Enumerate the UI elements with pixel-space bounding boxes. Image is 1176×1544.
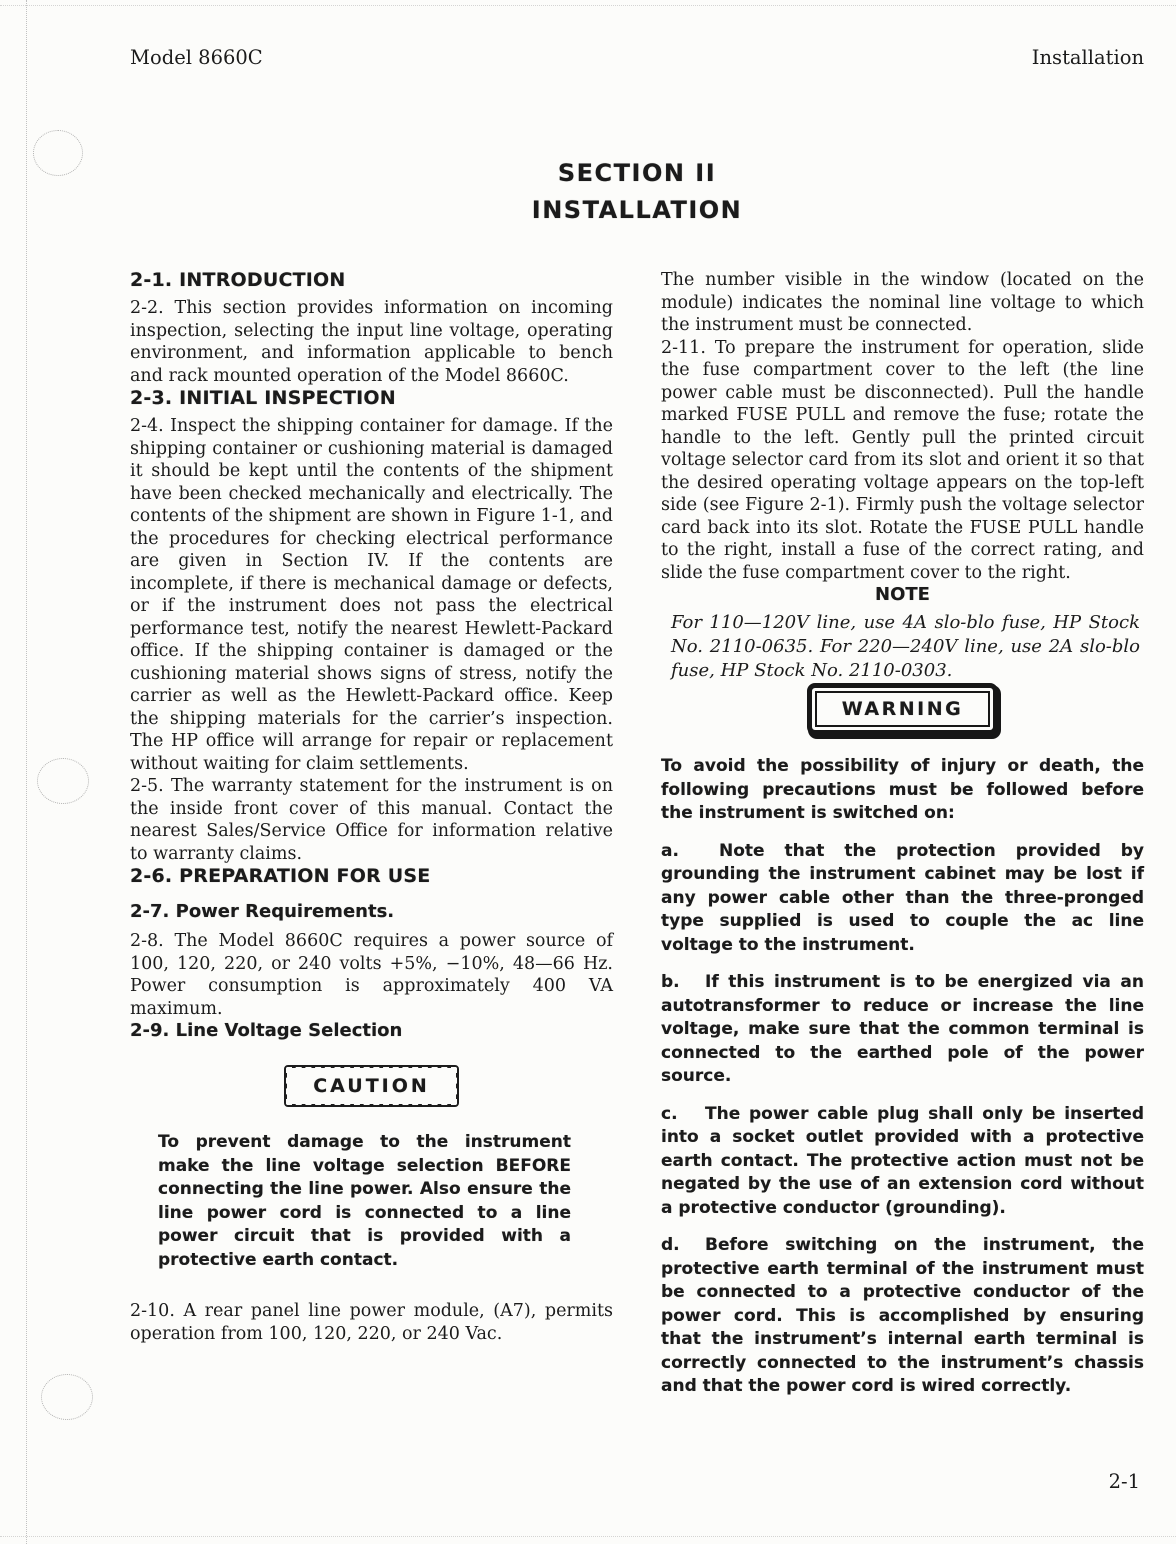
warning-item-text: Before switching on the instrument, the protective earth terminal of the instrument must be connected to a protective conductor of the power cord. This is accomplished by ensuring that the instrument’s internal earth terminal is correctly connected to the instrument’s chassis and that the power cord is wired correctly. <box>661 1235 1144 1396</box>
warning-item-c <box>661 1103 1144 1221</box>
para-2-4: 2-4. Inspect the shipping container for damage. If the shipping container or cushioning material is damaged it should be kept until the contents of the shipment have been checked mechanically and electrically. The contents of the shipment are shown in Figure 1-1, and the procedures for checking electrical performance are given in Section IV. If the contents are incomplete, if there is mechanical damage or defects, or if the instrument does not pass the electrical performance test, notify the nearest Hewlett-Packard office. If the shipping container is damaged or the cushioning material shows signs of stress, notify the carrier as well as the Hewlett-Packard office. Keep the shipping materials for the carrier’s inspection. The HP office will arrange for repair or replacement without waiting for claim settlements. <box>130 416 613 774</box>
warning-item-marker: d. <box>661 1235 680 1255</box>
right-column <box>661 269 1144 1399</box>
section-title-line1: SECTION II <box>557 159 717 187</box>
warning-item-text: The power cable plug shall only be inserted into a socket outlet provided with a protective earth contact. The protective action must not be negated by the use of an extension cord without a protective conductor (grounding). <box>661 1103 1144 1218</box>
warning-item-marker: b. <box>661 972 680 992</box>
heading-line-voltage-selection: 2-9. Line Voltage Selection <box>130 1020 403 1041</box>
punch-hole <box>37 758 89 804</box>
section-title-line2: INSTALLATION <box>531 196 743 224</box>
warning-item-text: If this instrument is to be energized via an autotransformer to reduce or increase the line voltage, make sure that the common terminal is connected to the earthed pole of the power source. <box>661 972 1144 1086</box>
scan-edge-bottom <box>0 1536 1176 1537</box>
para-2-10: 2-10. A rear panel line power module, (A7), permits operation from 100, 120, 220, or 240 Vac. <box>130 1301 613 1344</box>
warning-item-b <box>661 971 1144 1089</box>
warning-item-d <box>661 1234 1144 1399</box>
warning-item-marker: c. <box>661 1103 678 1124</box>
page-content <box>130 46 1144 1399</box>
left-column <box>130 269 613 1399</box>
caution-text: To prevent damage to the instrument make the line voltage selection BEFORE connecting the line power. Also ensure the line power cord is connected to a line power circuit that is provided with a protective earth contact. <box>158 1132 571 1270</box>
page-number: 2-1 <box>1108 1470 1140 1493</box>
warning-list <box>661 840 1144 1399</box>
para-2-11: 2-11. To prepare the instrument for operation, slide the fuse compartment cover to the left (the line power cable must be disconnected). Pull the handle marked FUSE PULL and remove the fuse; rotate the handle to the left. Gently pull the printed circuit voltage selector card from its slot and orient it so that the desired operating voltage appears on the top-left side (see Figure 2-1). Firmly push the voltage selector card back into its slot. Rotate the FUSE PULL handle to the right, install a fuse of the correct rating, and slide the fuse compartment cover to the right. <box>661 337 1144 583</box>
heading-preparation-for-use: 2-6. PREPARATION FOR USE <box>130 865 431 887</box>
note-heading: NOTE <box>875 584 930 605</box>
warning-stamp <box>807 683 998 735</box>
warning-item-marker: a. <box>661 840 679 861</box>
scan-edge-top <box>0 5 1176 6</box>
header-section-label: Installation <box>1031 46 1144 69</box>
para-2-8: 2-8. The Model 8660C requires a power source of 100, 120, 220, or 240 volts +5%, −10%, 48—66 Hz. Power consumption is approximately 400 VA maximum. <box>130 931 613 1019</box>
warning-item-a <box>661 840 1144 958</box>
note-text: For 110—120V line, use 4A slo-blo fuse, HP Stock No. 2110-0635. For 220—240V line, use 2A slo-blo fuse, HP Stock No. 2110-0303. <box>671 612 1140 681</box>
heading-power-requirements: 2-7. Power Requirements. <box>130 901 395 922</box>
two-column-layout <box>130 269 1144 1399</box>
binding-edge-dots <box>26 0 27 1544</box>
warning-stamp-label: WARNING <box>815 691 990 727</box>
warning-item-text: Note that the protection provided by grounding the instrument cabinet may be lost if any power cable other than the three-pronged type supplied is used to couple the ac line voltage to the instrument. <box>661 840 1144 955</box>
page-header <box>130 46 1144 69</box>
section-title <box>130 155 1144 229</box>
punch-hole <box>33 130 83 176</box>
para-2-5: 2-5. The warranty statement for the instrument is on the inside front cover of this manual. Contact the nearest Sales/Service Office for information relative to warranty claims. <box>130 776 613 864</box>
header-model-label: Model 8660C <box>130 46 263 69</box>
para-window-voltage: The number visible in the window (located on the module) indicates the nominal line voltage to which the instrument must be connected. <box>661 270 1144 335</box>
punch-hole <box>41 1374 93 1420</box>
heading-initial-inspection: 2-3. INITIAL INSPECTION <box>130 387 396 409</box>
heading-introduction: 2-1. INTRODUCTION <box>130 269 346 291</box>
warning-intro: To avoid the possibility of injury or death, the following precautions must be followed before the instrument is switched on: <box>661 756 1144 823</box>
caution-stamp: CAUTION <box>284 1065 459 1107</box>
para-2-2: 2-2. This section provides information on incoming inspection, selecting the input line voltage, operating environment, and information applicable to bench and rack mounted operation of the Model 8660C. <box>130 298 613 386</box>
